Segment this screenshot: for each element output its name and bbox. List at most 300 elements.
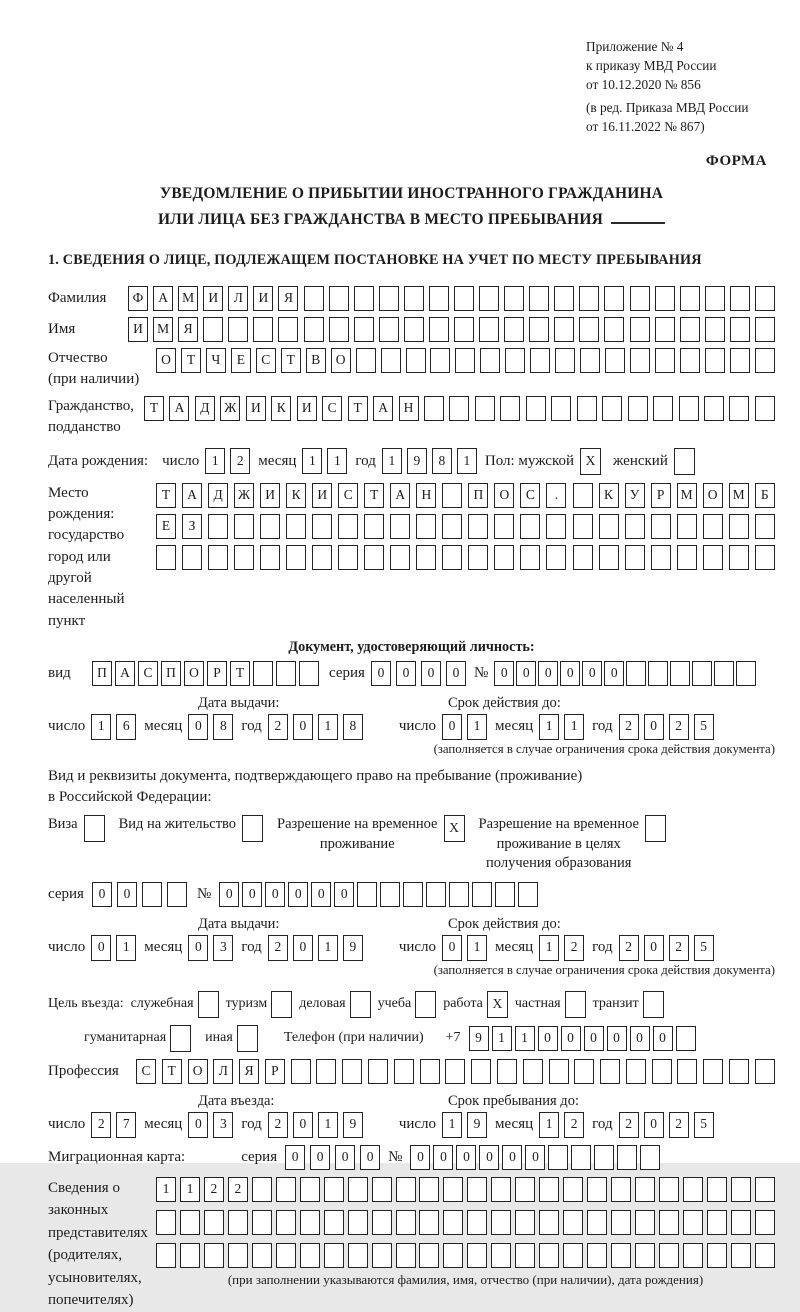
form-cell[interactable] [300, 1177, 320, 1202]
form-cell[interactable]: 1 [382, 448, 402, 474]
form-cell[interactable] [348, 1177, 368, 1202]
form-cell[interactable] [755, 514, 775, 539]
form-cell[interactable]: 1 [318, 714, 338, 740]
form-cell[interactable]: 2 [619, 1112, 639, 1138]
form-cell[interactable] [253, 317, 273, 342]
form-cell[interactable] [635, 1210, 655, 1235]
form-cell[interactable] [480, 348, 500, 373]
form-cell[interactable]: 0 [561, 1026, 581, 1051]
form-cell[interactable]: Т [230, 661, 250, 686]
form-cell[interactable] [442, 483, 462, 508]
form-cell[interactable] [643, 991, 664, 1018]
form-cell[interactable]: 0 [644, 714, 664, 740]
form-cell[interactable]: С [256, 348, 276, 373]
form-cell[interactable]: А [153, 286, 173, 311]
form-cell[interactable] [707, 1210, 727, 1235]
form-cell[interactable]: 0 [446, 661, 466, 686]
form-cell[interactable]: 2 [619, 935, 639, 961]
form-cell[interactable] [354, 286, 374, 311]
form-cell[interactable] [419, 1243, 439, 1268]
form-cell[interactable] [579, 286, 599, 311]
form-cell[interactable] [587, 1210, 607, 1235]
form-cell[interactable] [372, 1210, 392, 1235]
form-cell[interactable] [468, 545, 488, 570]
form-cell[interactable]: О [494, 483, 514, 508]
form-cell[interactable]: 1 [492, 1026, 512, 1051]
form-cell[interactable]: 0 [188, 714, 208, 740]
form-cell[interactable]: 2 [564, 935, 584, 961]
form-cell[interactable]: 1 [156, 1177, 176, 1202]
form-cell[interactable] [338, 514, 358, 539]
form-cell[interactable]: 1 [539, 935, 559, 961]
form-cell[interactable]: П [161, 661, 181, 686]
form-cell[interactable] [755, 286, 775, 311]
form-cell[interactable] [472, 882, 492, 907]
form-cell[interactable]: 0 [630, 1026, 650, 1051]
form-cell[interactable] [372, 1177, 392, 1202]
form-cell[interactable] [494, 514, 514, 539]
form-cell[interactable] [640, 1145, 660, 1170]
form-cell[interactable] [526, 396, 546, 421]
form-cell[interactable] [372, 1243, 392, 1268]
form-cell[interactable] [491, 1210, 511, 1235]
form-cell[interactable] [529, 317, 549, 342]
form-cell[interactable]: И [260, 483, 280, 508]
form-cell[interactable] [630, 286, 650, 311]
form-cell[interactable]: Т [281, 348, 301, 373]
form-cell[interactable] [260, 545, 280, 570]
form-cell[interactable]: 0 [494, 661, 514, 686]
form-cell[interactable]: 0 [288, 882, 308, 907]
form-cell[interactable] [611, 1243, 631, 1268]
form-cell[interactable]: 1 [467, 714, 487, 740]
form-cell[interactable]: А [390, 483, 410, 508]
form-cell[interactable] [142, 882, 162, 907]
form-cell[interactable]: Л [213, 1059, 233, 1084]
form-cell[interactable]: 0 [334, 882, 354, 907]
form-cell[interactable]: 0 [335, 1145, 355, 1170]
form-cell[interactable]: 1 [205, 448, 225, 474]
form-cell[interactable]: 1 [180, 1177, 200, 1202]
form-cell[interactable] [445, 1059, 465, 1084]
form-cell[interactable]: 0 [442, 714, 462, 740]
form-cell[interactable]: С [338, 483, 358, 508]
form-cell[interactable] [555, 348, 575, 373]
form-cell[interactable]: И [312, 483, 332, 508]
form-cell[interactable] [419, 1177, 439, 1202]
form-cell[interactable] [680, 317, 700, 342]
form-cell[interactable]: Д [195, 396, 215, 421]
form-cell[interactable] [234, 514, 254, 539]
form-cell[interactable] [730, 286, 750, 311]
form-cell[interactable] [530, 348, 550, 373]
form-cell[interactable] [565, 991, 586, 1018]
form-cell[interactable] [704, 396, 724, 421]
form-cell[interactable] [625, 545, 645, 570]
form-cell[interactable] [563, 1210, 583, 1235]
form-cell[interactable] [312, 545, 332, 570]
form-cell[interactable] [390, 545, 410, 570]
form-cell[interactable] [228, 1210, 248, 1235]
form-cell[interactable] [625, 514, 645, 539]
form-cell[interactable]: 0 [371, 661, 391, 686]
form-cell[interactable] [554, 286, 574, 311]
form-cell[interactable]: Е [156, 514, 176, 539]
form-cell[interactable]: 2 [564, 1112, 584, 1138]
form-cell[interactable]: О [156, 348, 176, 373]
form-cell[interactable] [286, 514, 306, 539]
form-cell[interactable] [406, 348, 426, 373]
form-cell[interactable]: 0 [538, 1026, 558, 1051]
form-cell[interactable] [467, 1243, 487, 1268]
form-cell[interactable]: 2 [204, 1177, 224, 1202]
form-cell[interactable]: Т [162, 1059, 182, 1084]
form-cell[interactable] [420, 1059, 440, 1084]
form-cell[interactable]: К [286, 483, 306, 508]
form-cell[interactable] [252, 1177, 272, 1202]
form-cell[interactable] [442, 514, 462, 539]
form-cell[interactable]: 9 [343, 1112, 363, 1138]
form-cell[interactable] [679, 396, 699, 421]
form-cell[interactable] [594, 1145, 614, 1170]
form-cell[interactable]: 0 [433, 1145, 453, 1170]
form-cell[interactable]: А [169, 396, 189, 421]
form-cell[interactable] [396, 1210, 416, 1235]
form-cell[interactable] [577, 396, 597, 421]
form-cell[interactable] [523, 1059, 543, 1084]
form-cell[interactable] [605, 348, 625, 373]
form-cell[interactable] [520, 514, 540, 539]
form-cell[interactable] [604, 286, 624, 311]
form-cell[interactable] [429, 286, 449, 311]
form-cell[interactable]: 9 [407, 448, 427, 474]
form-cell[interactable]: 1 [564, 714, 584, 740]
form-cell[interactable] [659, 1210, 679, 1235]
form-cell[interactable] [237, 1025, 258, 1052]
form-cell[interactable] [324, 1177, 344, 1202]
form-cell[interactable] [291, 1059, 311, 1084]
form-cell[interactable] [677, 545, 697, 570]
form-cell[interactable] [234, 545, 254, 570]
form-cell[interactable] [203, 317, 223, 342]
form-cell[interactable] [252, 1210, 272, 1235]
form-cell[interactable]: 0 [502, 1145, 522, 1170]
form-cell[interactable]: 1 [116, 935, 136, 961]
form-cell[interactable]: 5 [694, 935, 714, 961]
form-cell[interactable] [611, 1177, 631, 1202]
form-cell[interactable]: X [487, 991, 508, 1018]
form-cell[interactable] [156, 545, 176, 570]
form-cell[interactable]: 0 [525, 1145, 545, 1170]
form-cell[interactable] [396, 1243, 416, 1268]
form-cell[interactable] [380, 882, 400, 907]
form-cell[interactable] [731, 1177, 751, 1202]
form-cell[interactable] [324, 1210, 344, 1235]
form-cell[interactable]: 8 [213, 714, 233, 740]
form-cell[interactable]: Ч [206, 348, 226, 373]
form-cell[interactable] [342, 1059, 362, 1084]
form-cell[interactable] [574, 1059, 594, 1084]
form-cell[interactable]: 0 [410, 1145, 430, 1170]
form-cell[interactable] [500, 396, 520, 421]
form-cell[interactable] [505, 348, 525, 373]
form-cell[interactable] [228, 1243, 248, 1268]
form-cell[interactable] [443, 1243, 463, 1268]
form-cell[interactable] [554, 317, 574, 342]
form-cell[interactable] [504, 317, 524, 342]
form-cell[interactable] [84, 815, 105, 842]
form-cell[interactable] [170, 1025, 191, 1052]
form-cell[interactable] [300, 1243, 320, 1268]
form-cell[interactable] [449, 396, 469, 421]
form-cell[interactable]: 0 [396, 661, 416, 686]
form-cell[interactable] [705, 348, 725, 373]
form-cell[interactable]: Т [364, 483, 384, 508]
form-cell[interactable]: 0 [293, 935, 313, 961]
form-cell[interactable] [419, 1210, 439, 1235]
form-cell[interactable] [404, 286, 424, 311]
form-cell[interactable]: Я [278, 286, 298, 311]
form-cell[interactable]: 0 [653, 1026, 673, 1051]
form-cell[interactable] [357, 882, 377, 907]
form-cell[interactable] [571, 1145, 591, 1170]
form-cell[interactable] [755, 1177, 775, 1202]
form-cell[interactable]: А [373, 396, 393, 421]
form-cell[interactable]: 8 [432, 448, 452, 474]
form-cell[interactable]: 0 [516, 661, 536, 686]
form-cell[interactable]: 0 [293, 1112, 313, 1138]
form-cell[interactable] [497, 1059, 517, 1084]
form-cell[interactable] [599, 514, 619, 539]
form-cell[interactable]: 1 [318, 1112, 338, 1138]
form-cell[interactable] [714, 661, 734, 686]
form-cell[interactable]: 1 [467, 935, 487, 961]
form-cell[interactable] [443, 1177, 463, 1202]
form-cell[interactable]: Т [144, 396, 164, 421]
form-cell[interactable]: 1 [302, 448, 322, 474]
form-cell[interactable] [156, 1210, 176, 1235]
form-cell[interactable] [429, 317, 449, 342]
form-cell[interactable] [655, 286, 675, 311]
form-cell[interactable] [677, 514, 697, 539]
form-cell[interactable] [204, 1243, 224, 1268]
form-cell[interactable] [356, 348, 376, 373]
form-cell[interactable] [467, 1210, 487, 1235]
form-cell[interactable] [730, 317, 750, 342]
form-cell[interactable] [312, 514, 332, 539]
form-cell[interactable] [504, 286, 524, 311]
form-cell[interactable]: Е [231, 348, 251, 373]
form-cell[interactable] [755, 1243, 775, 1268]
form-cell[interactable]: 5 [694, 714, 714, 740]
form-cell[interactable] [252, 1243, 272, 1268]
form-cell[interactable] [648, 661, 668, 686]
form-cell[interactable]: 0 [188, 935, 208, 961]
form-cell[interactable]: С [322, 396, 342, 421]
form-cell[interactable] [731, 1210, 751, 1235]
form-cell[interactable] [396, 1177, 416, 1202]
form-cell[interactable] [692, 661, 712, 686]
form-cell[interactable] [156, 1243, 176, 1268]
form-cell[interactable] [602, 396, 622, 421]
form-cell[interactable] [329, 286, 349, 311]
form-cell[interactable] [348, 1210, 368, 1235]
form-cell[interactable] [276, 1210, 296, 1235]
form-cell[interactable] [300, 1210, 320, 1235]
form-cell[interactable] [755, 1059, 775, 1084]
form-cell[interactable] [683, 1177, 703, 1202]
form-cell[interactable]: 0 [604, 661, 624, 686]
form-cell[interactable] [180, 1210, 200, 1235]
form-cell[interactable] [653, 396, 673, 421]
form-cell[interactable] [278, 317, 298, 342]
form-cell[interactable] [573, 514, 593, 539]
form-cell[interactable] [635, 1243, 655, 1268]
form-cell[interactable] [730, 348, 750, 373]
form-cell[interactable] [529, 286, 549, 311]
form-cell[interactable] [515, 1177, 535, 1202]
form-cell[interactable]: А [182, 483, 202, 508]
form-cell[interactable]: 2 [669, 1112, 689, 1138]
form-cell[interactable]: 0 [584, 1026, 604, 1051]
form-cell[interactable] [471, 1059, 491, 1084]
form-cell[interactable] [242, 815, 263, 842]
form-cell[interactable] [430, 348, 450, 373]
form-cell[interactable]: 8 [343, 714, 363, 740]
form-cell[interactable]: Т [348, 396, 368, 421]
form-cell[interactable]: 0 [560, 661, 580, 686]
form-cell[interactable] [707, 1243, 727, 1268]
form-cell[interactable]: 2 [268, 1112, 288, 1138]
form-cell[interactable] [630, 348, 650, 373]
form-cell[interactable] [736, 661, 756, 686]
form-cell[interactable]: Т [156, 483, 176, 508]
form-cell[interactable]: К [271, 396, 291, 421]
form-cell[interactable]: И [253, 286, 273, 311]
form-cell[interactable]: 1 [539, 1112, 559, 1138]
form-cell[interactable] [520, 545, 540, 570]
form-cell[interactable] [415, 991, 436, 1018]
form-cell[interactable]: Р [651, 483, 671, 508]
form-cell[interactable]: Т [181, 348, 201, 373]
form-cell[interactable] [563, 1177, 583, 1202]
form-cell[interactable]: 0 [265, 882, 285, 907]
form-cell[interactable] [324, 1243, 344, 1268]
form-cell[interactable] [635, 1177, 655, 1202]
form-cell[interactable]: 1 [91, 714, 111, 740]
form-cell[interactable] [379, 317, 399, 342]
form-cell[interactable]: 0 [582, 661, 602, 686]
form-cell[interactable]: И [246, 396, 266, 421]
form-cell[interactable] [479, 317, 499, 342]
form-cell[interactable]: 0 [91, 935, 111, 961]
form-cell[interactable] [731, 1243, 751, 1268]
form-cell[interactable] [604, 317, 624, 342]
form-cell[interactable] [549, 1059, 569, 1084]
form-cell[interactable]: 2 [268, 714, 288, 740]
form-cell[interactable] [491, 1177, 511, 1202]
form-cell[interactable]: 3 [213, 1112, 233, 1138]
form-cell[interactable]: Р [207, 661, 227, 686]
form-cell[interactable]: 2 [669, 935, 689, 961]
form-cell[interactable] [426, 882, 446, 907]
form-cell[interactable] [494, 545, 514, 570]
form-cell[interactable] [703, 545, 723, 570]
form-cell[interactable]: . [546, 483, 566, 508]
form-cell[interactable] [394, 1059, 414, 1084]
form-cell[interactable] [539, 1177, 559, 1202]
form-cell[interactable] [587, 1177, 607, 1202]
form-cell[interactable] [491, 1243, 511, 1268]
form-cell[interactable]: 9 [467, 1112, 487, 1138]
form-cell[interactable] [348, 1243, 368, 1268]
form-cell[interactable] [551, 396, 571, 421]
form-cell[interactable] [600, 1059, 620, 1084]
form-cell[interactable] [630, 317, 650, 342]
form-cell[interactable]: 2 [230, 448, 250, 474]
form-cell[interactable] [442, 545, 462, 570]
form-cell[interactable]: 0 [310, 1145, 330, 1170]
form-cell[interactable] [518, 882, 538, 907]
form-cell[interactable]: П [468, 483, 488, 508]
form-cell[interactable] [276, 1177, 296, 1202]
form-cell[interactable]: 2 [669, 714, 689, 740]
form-cell[interactable]: 0 [607, 1026, 627, 1051]
form-cell[interactable]: 1 [539, 714, 559, 740]
form-cell[interactable] [683, 1210, 703, 1235]
form-cell[interactable] [390, 514, 410, 539]
form-cell[interactable]: 1 [318, 935, 338, 961]
form-cell[interactable] [379, 286, 399, 311]
form-cell[interactable] [705, 286, 725, 311]
form-cell[interactable]: 0 [538, 661, 558, 686]
form-cell[interactable]: И [203, 286, 223, 311]
form-cell[interactable] [755, 545, 775, 570]
form-cell[interactable] [651, 514, 671, 539]
form-cell[interactable] [755, 1210, 775, 1235]
form-cell[interactable]: Я [239, 1059, 259, 1084]
form-cell[interactable] [404, 317, 424, 342]
form-cell[interactable] [443, 1210, 463, 1235]
form-cell[interactable] [416, 514, 436, 539]
form-cell[interactable] [705, 317, 725, 342]
form-cell[interactable] [286, 545, 306, 570]
form-cell[interactable] [703, 514, 723, 539]
form-cell[interactable] [276, 661, 296, 686]
form-cell[interactable] [680, 348, 700, 373]
form-cell[interactable] [628, 396, 648, 421]
form-cell[interactable] [316, 1059, 336, 1084]
form-cell[interactable]: Ф [128, 286, 148, 311]
form-cell[interactable] [539, 1243, 559, 1268]
form-cell[interactable] [381, 348, 401, 373]
form-cell[interactable]: 0 [311, 882, 331, 907]
form-cell[interactable] [182, 545, 202, 570]
form-cell[interactable]: П [92, 661, 112, 686]
form-cell[interactable] [659, 1243, 679, 1268]
form-cell[interactable] [617, 1145, 637, 1170]
form-cell[interactable]: 0 [188, 1112, 208, 1138]
form-cell[interactable]: Н [399, 396, 419, 421]
form-cell[interactable] [573, 545, 593, 570]
form-cell[interactable]: 0 [644, 935, 664, 961]
form-cell[interactable]: Л [228, 286, 248, 311]
form-cell[interactable]: О [703, 483, 723, 508]
form-cell[interactable]: 2 [619, 714, 639, 740]
form-cell[interactable]: С [136, 1059, 156, 1084]
form-cell[interactable] [403, 882, 423, 907]
form-cell[interactable] [587, 1243, 607, 1268]
